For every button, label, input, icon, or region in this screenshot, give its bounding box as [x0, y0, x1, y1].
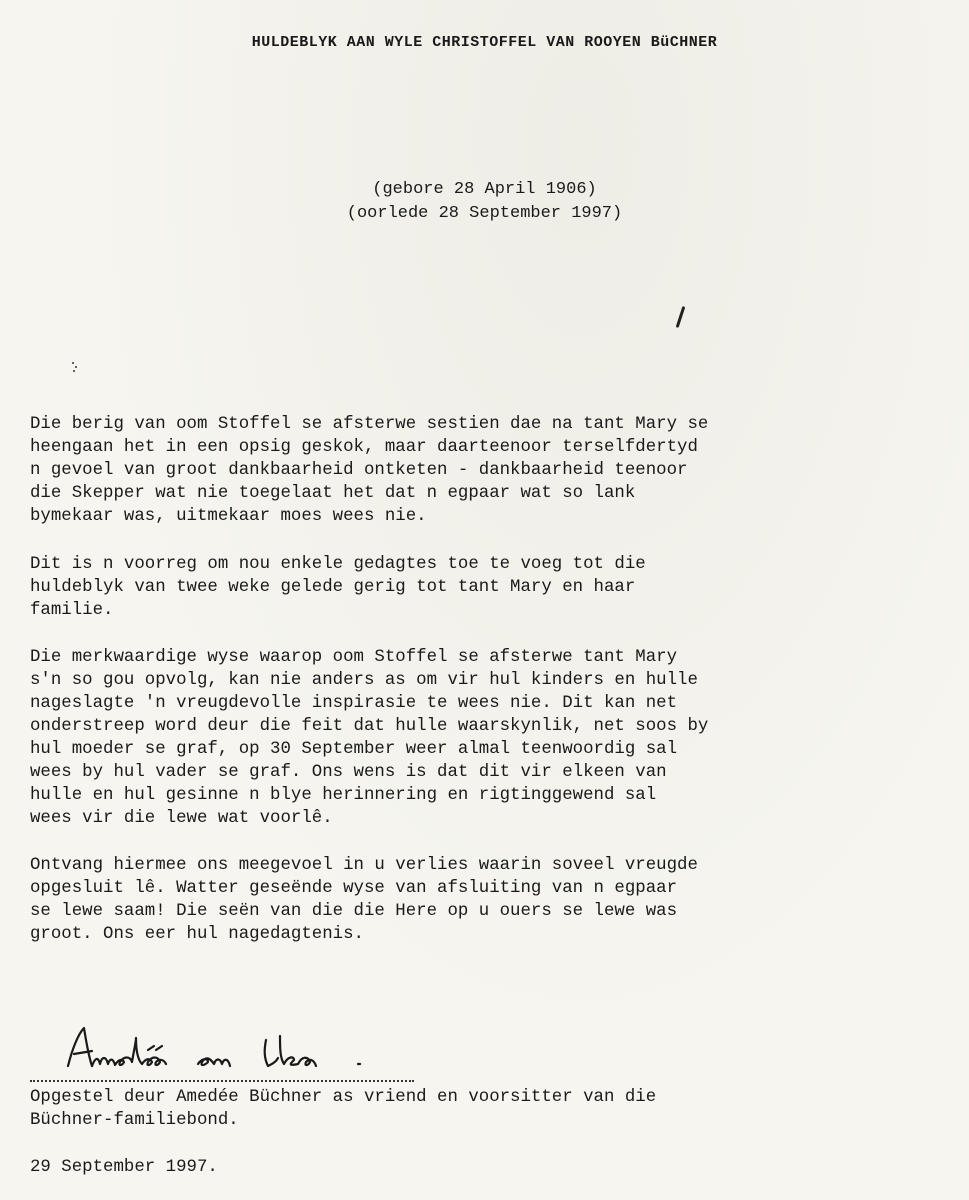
- text-line: Die berig van oom Stoffel se afsterwe sestien dae na tant Mary se: [30, 415, 709, 434]
- text-line: groot. Ons eer hul nagedagtenis.: [30, 925, 364, 944]
- paragraph-2: [30, 553, 950, 622]
- text-line: hulle en hul gesinne n blye herinnering en rigtinggewend sal: [30, 786, 657, 805]
- birth-date: (gebore 28 April 1906): [372, 180, 597, 199]
- document-date: 29 September 1997.: [30, 1158, 218, 1177]
- text-line: Dit is n voorreg om nou enkele gedagtes toe te voeg tot die: [30, 555, 646, 574]
- text-line: Opgestel deur Amedée Büchner as vriend en voorsitter van die: [30, 1088, 657, 1107]
- text-line: heengaan het in een opsig geskok, maar daarteenoor terselfdertyd: [30, 438, 698, 457]
- text-line: wees by hul vader se graf. Ons wens is dat dit vir elkeen van: [30, 763, 667, 782]
- text-line: onderstreep word deur die feit dat hulle waarskynlik, net soos by: [30, 717, 709, 736]
- text-line: se lewe saam! Die seën van die die Here op u ouers se lewe was: [30, 902, 678, 921]
- ink-dots: [72, 362, 78, 372]
- text-line: opgesluit lê. Watter geseënde wyse van afsluiting van n egpaar: [30, 879, 678, 898]
- text-line: Die merkwaardige wyse waarop oom Stoffel se afsterwe tant Mary: [30, 648, 678, 667]
- death-date: (oorlede 28 September 1997): [346, 204, 623, 223]
- text-line: die Skepper wat nie toegelaat het dat n egpaar wat so lank: [30, 484, 636, 503]
- signature-line: [30, 1080, 414, 1082]
- text-line: nageslagte 'n vreugdevolle inspirasie te wees nie. Dit kan net: [30, 694, 678, 713]
- paragraph-3: [30, 646, 950, 830]
- text-line: Büchner-familiebond.: [30, 1111, 239, 1130]
- text-line: s'n so gou opvolg, kan nie anders as om vir hul kinders en hulle: [30, 671, 698, 690]
- text-line: hul moeder se graf, op 30 September weer almal teenwoordig sal: [30, 740, 678, 759]
- life-dates: [0, 178, 969, 226]
- text-line: wees vir die lewe wat voorlê.: [30, 809, 333, 828]
- paragraph-1: [30, 413, 950, 528]
- text-line: Ontvang hiermee ons meegevoel in u verlies waarin soveel vreugde: [30, 856, 698, 875]
- text-line: familie.: [30, 601, 114, 620]
- ink-speck: [676, 306, 686, 328]
- paragraph-4: [30, 854, 950, 946]
- text-line: bymekaar was, uitmekaar moes wees nie.: [30, 507, 427, 526]
- composed-by: [30, 1086, 950, 1132]
- text-line: huldeblyk van twee weke gelede gerig tot tant Mary en haar: [30, 578, 636, 597]
- text-line: n gevoel van groot dankbaarheid ontketen - dankbaarheid teenoor: [30, 461, 688, 480]
- document-title: HULDEBLYK AAN WYLE CHRISTOFFEL VAN ROOYEN BüCHNER: [251, 34, 718, 51]
